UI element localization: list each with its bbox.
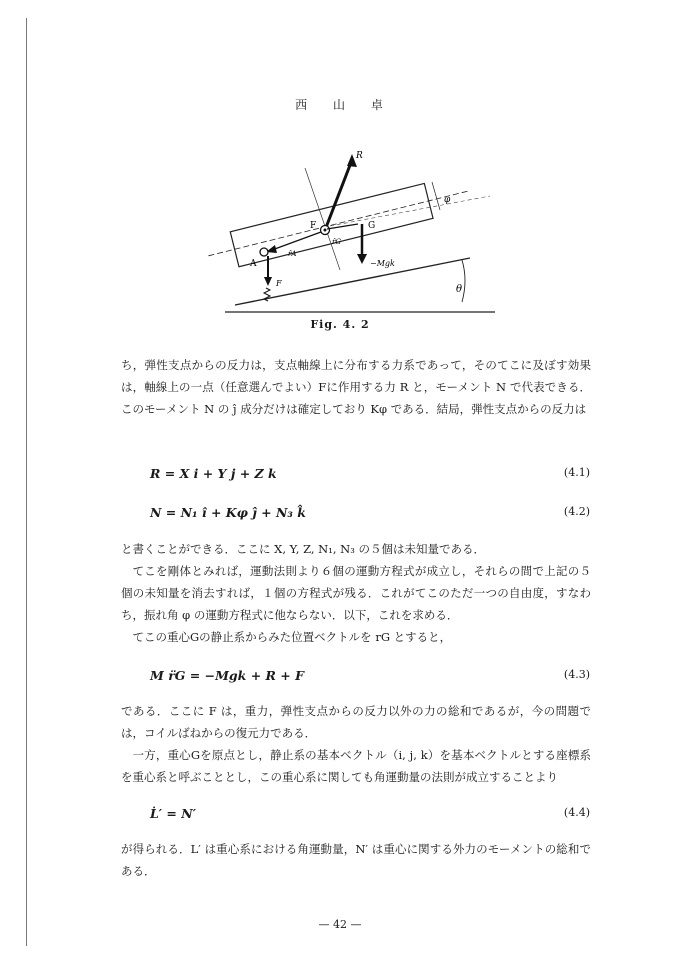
page-header-author [0, 96, 680, 113]
paragraph-4: てこの重心Gの静止系からみた位置ベクトルを rG とすると， [132, 630, 452, 644]
equation-4-4 [150, 806, 590, 821]
equation-4-3 [150, 668, 590, 683]
R-label: R [356, 151, 363, 161]
paragraph-5: である．ここに F は，重力，弾性支点からの反力以外の力の総和であるが，今の問題では，コイルばねからの復元力である． [121, 704, 591, 740]
equation-4-3-number: (4.3) [563, 668, 590, 681]
weight-arrowhead [357, 254, 367, 264]
figure-lever-diagram [200, 140, 500, 330]
spring-force-label: F [276, 279, 282, 288]
phi-marker [432, 182, 440, 210]
equation-4-3-body: M r̈G = −Mgk + R + F [150, 668, 304, 683]
weight-label: −Mgk [370, 259, 395, 268]
incline-line [235, 258, 470, 305]
lever-diagram-svg [200, 140, 500, 330]
point-F-center [324, 229, 327, 232]
equation-4-1-body: R = X i + Y j + Z k [150, 466, 277, 481]
phi-label: φ [444, 195, 451, 205]
point-A-marker [260, 248, 268, 256]
spring-force-arrowhead [264, 277, 272, 286]
paragraph-2: と書くことができる．ここに X, Y, Z, N₁, N₃ の５個は未知量である． [121, 542, 485, 556]
equation-4-1-number: (4.1) [563, 466, 590, 479]
equation-4-4-body: L̇′ = N′ [150, 806, 196, 821]
equation-4-2 [150, 505, 590, 520]
point-F-label: F [310, 221, 317, 231]
normal-line [305, 168, 340, 270]
theta-label: θ [456, 284, 463, 295]
point-G-label: G [368, 221, 376, 231]
point-A-label: A [250, 259, 257, 269]
author-char-2: 山 [332, 98, 347, 112]
paragraph-6: 一方，重心Gを原点とし，静止系の基本ベクトル（i, j, k）を基本ベクトルとする座標系を重心系と呼ぶこととし，この重心系に関しても角運動量の法則が成立することより [121, 748, 591, 784]
author-char-1: 西 [295, 98, 310, 112]
lever-body [204, 173, 475, 273]
rG-label: r̂G [332, 238, 341, 246]
margin-line [26, 18, 27, 946]
theta-arc [462, 260, 465, 302]
rA-label: r̂A [288, 250, 297, 258]
equation-4-1 [150, 466, 590, 481]
equation-4-2-number: (4.2) [563, 505, 590, 518]
paragraph-7: が得られる．L′ は重心系における角運動量，N′ は重心に関する外力のモーメントの総和である． [121, 842, 591, 878]
R-arrow [325, 160, 352, 230]
equation-4-2-body: N = N₁ î + Kφ ĵ + N₃ k̂ [150, 505, 306, 520]
equation-4-4-number: (4.4) [563, 806, 590, 819]
paragraph-3: てこを剛体とみれば，運動法則より６個の運動方程式が成立し，それらの間で上記の５個の未知量を消去すれば，１個の方程式が残る．これがてこのただ一つの自由度，すなわち，振れ角 φ の運動方程式に他ならない．以下，これを求める． [121, 564, 591, 622]
paragraph-1: ち，弾性支点からの反力は，支点軸線上に分布する力系であって，そのてこに及ぼす効果は，軸線上の一点（任意選んでよい）Fに作用する力 R と，モーメント N で代表できる．このモーメント N の ĵ 成分だけは確定しており Kφ である．結局，弾性支点からの反力は [121, 358, 591, 416]
author-char-3: 卓 [370, 98, 385, 112]
figure-caption: Fig. 4. 2 [310, 318, 370, 331]
rA-vector [272, 232, 321, 250]
page-number: — 42 — [318, 918, 362, 931]
